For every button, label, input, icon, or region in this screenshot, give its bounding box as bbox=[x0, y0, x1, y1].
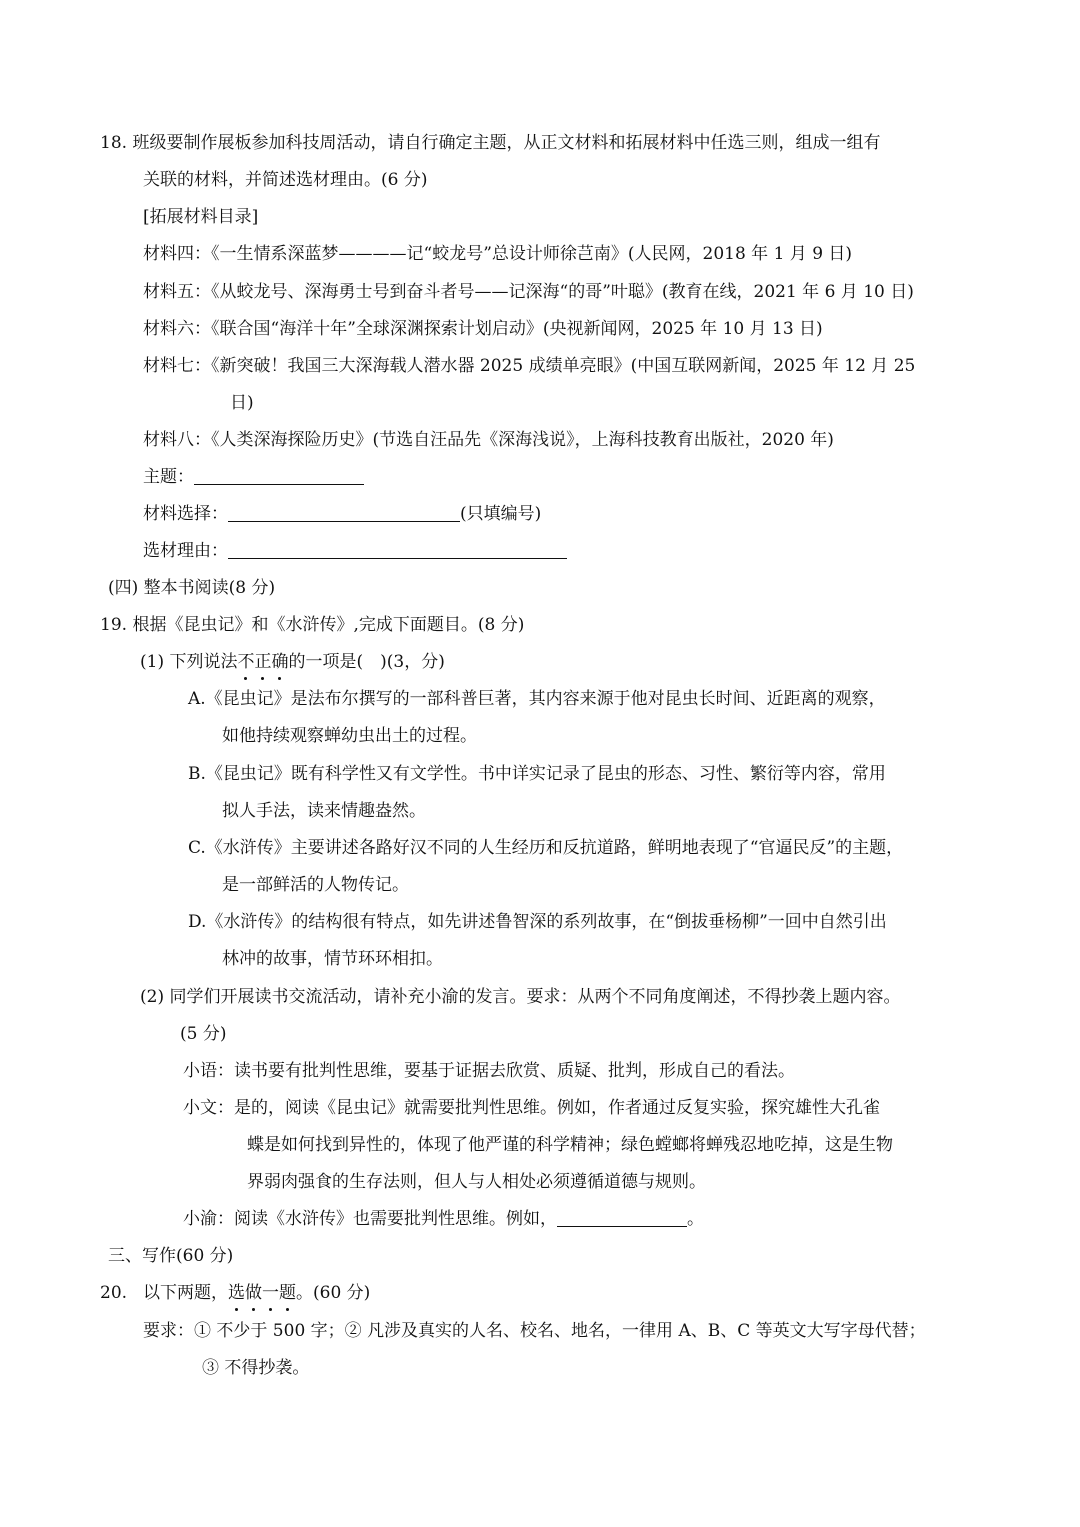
reason-blank[interactable] bbox=[228, 541, 567, 559]
emphasis-char: 确 bbox=[271, 652, 289, 672]
xiaowen-speech: 小文：是的，阅读《昆虫记》就需要批判性思维。例如，作者通过反复实验，探究雄性大孔雀 bbox=[183, 1098, 880, 1118]
theme-label: 主题： bbox=[143, 467, 194, 487]
catalog-title: [拓展材料目录] bbox=[143, 207, 259, 227]
emphasis-char: 做 bbox=[245, 1283, 262, 1303]
emphasis-char: 正 bbox=[254, 652, 272, 672]
choice-blank[interactable] bbox=[228, 504, 460, 522]
q20-requirements: 要求：① 不少于 500 字；② 凡涉及真实的人名、校名、地名，一律用 A、B、C 等英文大写字母代替； bbox=[143, 1321, 926, 1341]
reason-label: 选材理由： bbox=[143, 541, 228, 561]
xiaowen-speech-cont: 界弱肉强食的生存法则，但人与人相处必须遵循道德与规则。 bbox=[247, 1172, 706, 1192]
material-7: 材料七：《新突破！我国三大深海载人潜水器 2025 成绩单亮眼》(中国互联网新闻，2025 年 12 月 25 bbox=[143, 356, 916, 376]
choice-row bbox=[143, 503, 541, 525]
material-6: 材料六：《联合国“海洋十年”全球深渊探索计划启动》(央视新闻网，2025 年 10 月 13 日) bbox=[143, 319, 823, 339]
emphasis-char: 一 bbox=[262, 1283, 279, 1303]
material-4: 材料四：《一生情系深蓝梦————记“蛟龙号”总设计师徐芑南》(人民网，2018 年 1 月 9 日) bbox=[143, 244, 853, 264]
option-d: D.《水浒传》的结构很有特点，如先讲述鲁智深的系列故事，在“倒拔垂杨柳”一回中自然引出 bbox=[188, 912, 887, 932]
emphasis-char: 不 bbox=[237, 652, 255, 672]
q18-line1: 18. 班级要制作展板参加科技周活动，请自行确定主题，从正文材料和拓展材料中任选三则，组成一组有 bbox=[100, 133, 881, 153]
emphasis-char: 题 bbox=[279, 1283, 296, 1303]
option-b-cont: 拟人手法，读来情趣盎然。 bbox=[222, 801, 426, 821]
q19-part1-text: (1) 下列说法 bbox=[140, 652, 238, 672]
choice-suffix: (只填编号) bbox=[460, 504, 542, 524]
reason-row bbox=[143, 540, 567, 562]
option-b: B.《昆虫记》既有科学性又有文学性。书中详实记录了昆虫的形态、习性、繁衍等内容，常用 bbox=[188, 764, 886, 784]
theme-row bbox=[143, 466, 364, 488]
xiaoyu-speech: 小语：读书要有批判性思维，要基于证据去欣赏、质疑、批判，形成自己的看法。 bbox=[183, 1061, 795, 1081]
xiaowen-speech-cont: 蝶是如何找到异性的，体现了他严谨的科学精神；绿色螳螂将蝉残忍地吃掉，这是生物 bbox=[247, 1135, 893, 1155]
option-c: C.《水浒传》主要讲述各路好汉不同的人生经历和反抗道路，鲜明地表现了“官逼民反”的主题， bbox=[188, 838, 904, 858]
q19-part1 bbox=[140, 651, 445, 673]
q20-title-end: 。(60 分) bbox=[296, 1283, 371, 1303]
xiaoyu2-speech bbox=[183, 1208, 704, 1230]
q19-title: 19. 根据《昆虫记》和《水浒传》,完成下面题目。(8 分) bbox=[100, 615, 525, 635]
xiaoyu2-text: 小渝：阅读《水浒传》也需要批判性思维。例如， bbox=[183, 1209, 557, 1229]
q19-part2-score: (5 分) bbox=[180, 1024, 227, 1044]
option-a: A.《昆虫记》是法布尔撰写的一部科普巨著，其内容来源于他对昆虫长时间、近距离的观察， bbox=[188, 689, 886, 709]
material-5: 材料五：《从蛟龙号、深海勇士号到奋斗者号——记深海“的哥”叶聪》(教育在线，2021 年 6 月 10 日) bbox=[143, 282, 914, 302]
q20-title-text: 以下两题， bbox=[143, 1283, 228, 1303]
option-a-cont: 如他持续观察蝉幼虫出土的过程。 bbox=[222, 726, 477, 746]
choice-label: 材料选择： bbox=[143, 504, 228, 524]
theme-blank[interactable] bbox=[194, 467, 364, 485]
emphasis-char: 选 bbox=[228, 1283, 245, 1303]
q20-number: 20. bbox=[100, 1283, 128, 1303]
q20-title bbox=[143, 1282, 370, 1304]
q18-line2: 关联的材料，并简述选材理由。(6 分) bbox=[143, 170, 428, 190]
q19-part2: (2) 同学们开展读书交流活动，请补充小渝的发言。要求：从两个不同角度阐述，不得抄袭上题内容。 bbox=[140, 987, 901, 1007]
xiaoyu2-blank[interactable] bbox=[557, 1209, 687, 1227]
material-7-cont: 日) bbox=[230, 393, 254, 413]
q19-part1-text-end: 的一项是( )(3，分) bbox=[288, 652, 445, 672]
section-3-heading: 三、写作(60 分) bbox=[108, 1246, 234, 1266]
section-4-heading: (四) 整本书阅读(8 分) bbox=[108, 578, 276, 598]
option-d-cont: 林冲的故事，情节环环相扣。 bbox=[222, 949, 443, 969]
xiaoyu2-end: 。 bbox=[687, 1209, 704, 1229]
material-8: 材料八：《人类深海探险历史》(节选自汪品先《深海浅说》，上海科技教育出版社，2020 年) bbox=[143, 430, 834, 450]
option-c-cont: 是一部鲜活的人物传记。 bbox=[222, 875, 409, 895]
q20-requirements-cont: ③ 不得抄袭。 bbox=[202, 1358, 310, 1378]
